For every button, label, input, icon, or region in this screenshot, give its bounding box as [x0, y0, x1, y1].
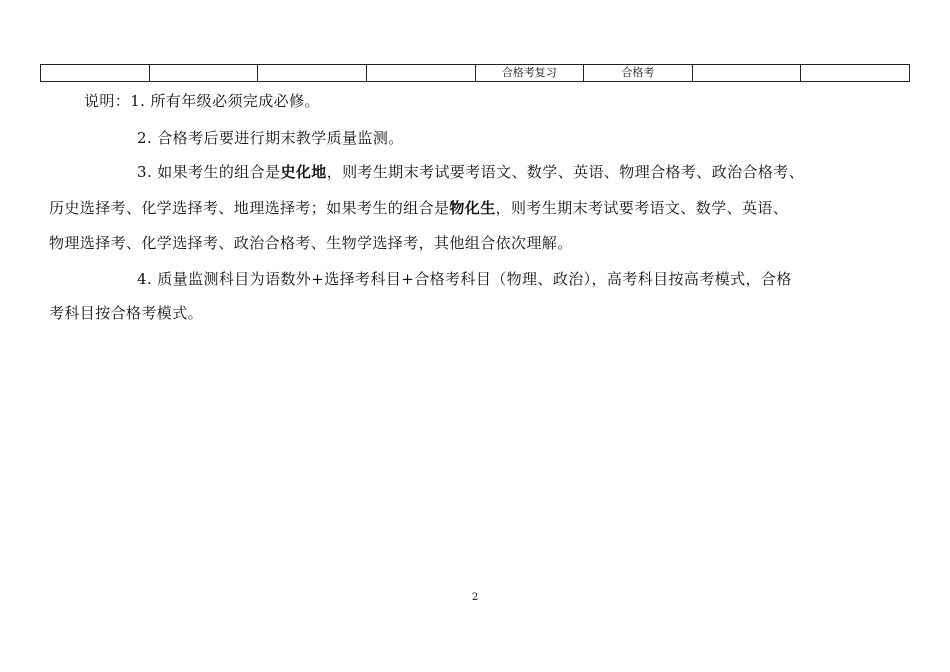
table-cell: 合格考: [584, 65, 693, 82]
note-line-2: 2. 合格考后要进行期末教学质量监测。: [137, 129, 404, 147]
table-cell: [692, 65, 801, 82]
table-cell: [149, 65, 258, 82]
table-cell: [801, 65, 910, 82]
note-line-5: 物理选择考、化学选择考、政治合格考、生物学选择考，其他组合依次理解。: [49, 234, 573, 252]
table-row: [41, 65, 910, 82]
combination-highlight: 物化生: [449, 199, 496, 217]
note-text: ，则考生期末考试要考语文、数学、英语、: [495, 199, 789, 217]
table-cell: 合格考复习: [475, 65, 584, 82]
table-cell: [258, 65, 367, 82]
note-line-1: 说明：1. 所有年级必须完成必修。: [84, 92, 320, 110]
schedule-table: [40, 64, 910, 82]
note-text: 3. 如果考生的组合是: [137, 163, 281, 181]
note-line-4: [49, 197, 788, 219]
table-cell: [41, 65, 150, 82]
combination-highlight: 史化地: [280, 163, 327, 181]
note-line-7: 考科目按合格考模式。: [49, 304, 204, 322]
note-text: 历史选择考、化学选择考、地理选择考；如果考生的组合是: [49, 199, 450, 217]
note-line-3: [137, 161, 804, 183]
table-cell: [366, 65, 475, 82]
note-line-6: 4. 质量监测科目为语数外+选择考科目+合格考科目（物理、政治），高考科目按高考模式，合格: [137, 270, 792, 288]
page-number: 2: [471, 592, 479, 603]
note-text: ，则考生期末考试要考语文、数学、英语、物理合格考、政治合格考、: [326, 163, 805, 181]
